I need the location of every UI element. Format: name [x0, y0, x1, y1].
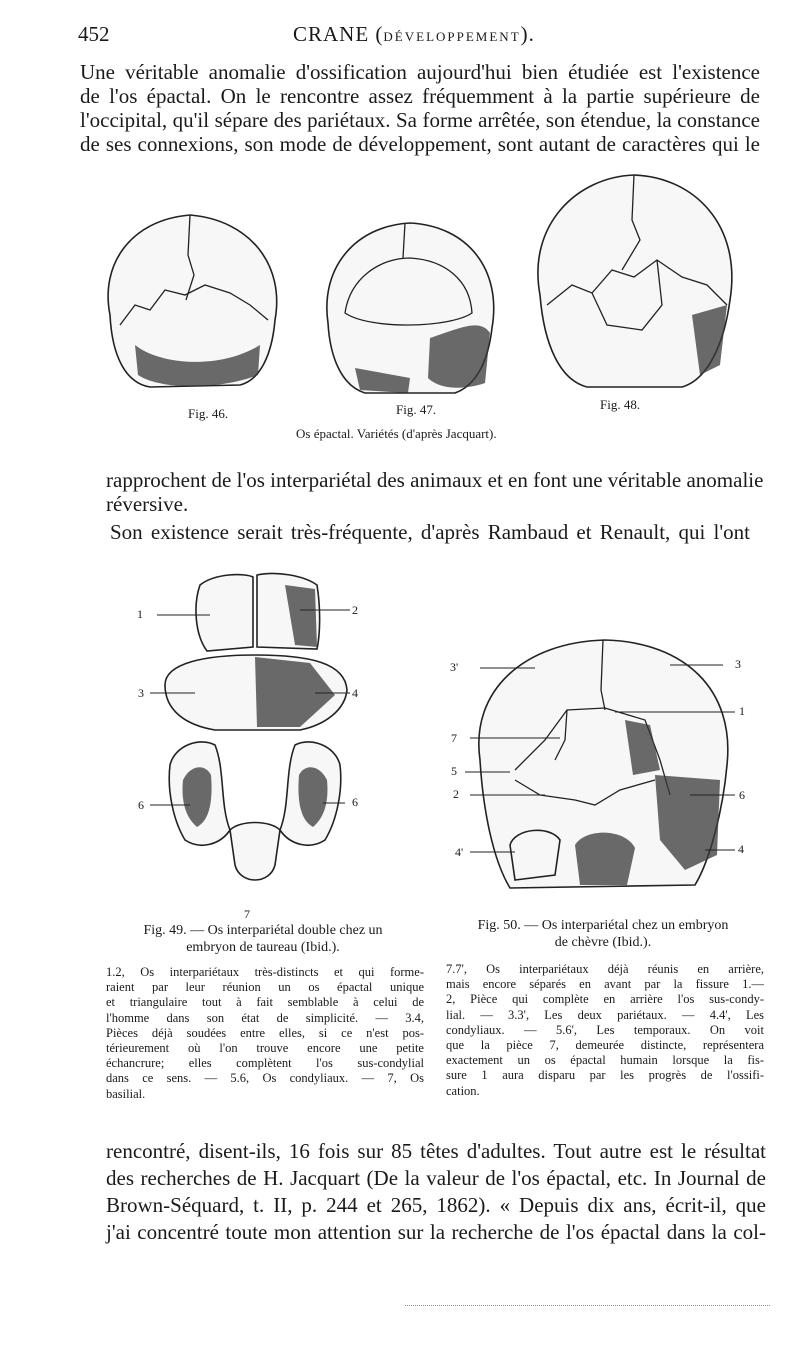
caption-line: Fig. 49. — Os interpariétal double chez un — [143, 923, 383, 938]
figure-50-caption-title — [448, 917, 758, 951]
caption-line: lial. — 3.3', Les deux pariétaux. — 4.4', Les — [446, 1007, 764, 1022]
fig49-label-2: 2 — [352, 603, 358, 617]
figure-49-illustration — [135, 565, 375, 915]
fig49-label-4: 4 — [352, 686, 358, 700]
fig50-label-3-prime: 3' — [450, 660, 459, 674]
figures-46-48-caption: Os épactal. Variétés (d'après Jacquart). — [296, 426, 497, 441]
running-head-title — [293, 22, 535, 47]
caption-line: de chèvre (Ibid.). — [554, 935, 652, 950]
text-line: rencontré, disent-ils, 16 fois sur 85 têtes d'adultes. Tout autre est le résultat — [106, 1139, 766, 1163]
caption-line: l'homme dans son état de simplicité. — 3.4, — [106, 1010, 424, 1025]
text-line: Son existence serait très-fréquente, d'après Rambaud et Renault, qui l'ont — [110, 520, 750, 544]
figure-47-label: Fig. 47. — [396, 402, 437, 417]
figure-46-label: Fig. 46. — [188, 406, 229, 421]
text-line: des recherches de H. Jacquart (De la valeur de l'os épactal, etc. In Journal de — [106, 1166, 766, 1190]
caption-line: exactement un os épactal humain lorsque la fis- — [446, 1053, 764, 1068]
fig50-label-4-prime: 4' — [455, 845, 464, 859]
figure-48-label: Fig. 48. — [600, 397, 641, 412]
running-head-end: ). — [520, 22, 535, 46]
figure-47-illustration — [310, 208, 510, 408]
caption-line: Pièces déjà soudées entre elles, si ce n'est pos- — [106, 1025, 424, 1040]
caption-line: dans ce sens. — 5.6, Os condyliaux. — 7, Os — [106, 1071, 424, 1086]
caption-line: que la pièce 7, demeurée distincte, représentera — [446, 1038, 764, 1053]
figure-50-illustration — [455, 630, 755, 905]
running-header — [78, 22, 758, 50]
figure-48-illustration — [522, 165, 747, 405]
fig50-label-1: 1 — [739, 704, 745, 718]
text-line: Une véritable anomalie d'ossification aujourd'hui bien étudiée est l'existence — [80, 60, 760, 84]
fig49-label-6-right: 6 — [352, 795, 358, 809]
caption-line: raient par leur réunion un os épactal unique — [106, 980, 424, 995]
figure-46-illustration — [90, 195, 290, 405]
caption-line: 1.2, Os interpariétaux très-distincts et qui forme- — [106, 965, 424, 979]
paragraph-4 — [106, 1138, 766, 1246]
figure-49-caption-title — [118, 922, 408, 956]
page-number: 452 — [78, 22, 110, 46]
paragraph-2 — [106, 468, 764, 516]
fig49-label-3: 3 — [138, 686, 144, 700]
caption-line: échancrure; elles complètent l'os sus-condylial — [106, 1056, 424, 1071]
text-line: j'ai concentré toute mon attention sur la recherche de l'os épactal dans la col- — [106, 1220, 766, 1244]
figure-49-caption-body — [106, 965, 424, 1102]
bleed-through-rule — [405, 1305, 770, 1306]
caption-line: cation. — [446, 1083, 480, 1098]
fig50-label-2: 2 — [453, 787, 459, 801]
caption-line: 2, Pièce qui complète en arrière l'os sus-condy- — [446, 992, 764, 1007]
fig50-label-5: 5 — [451, 764, 457, 778]
caption-line: mais encore séparés en avant par la fissure 1.— — [446, 977, 764, 992]
caption-line: 7.7', Os interpariétaux déjà réunis en arrière, — [446, 962, 764, 976]
text-line: de l'os épactal. On le rencontre assez fréquemment à la partie supérieure de — [80, 84, 760, 108]
caption-line: basilial. — [106, 1086, 146, 1101]
caption-line: condyliaux. — 5.6', Les temporaux. On voit — [446, 1022, 764, 1037]
text-line: Brown-Séquard, t. II, p. 244 et 265, 1862). « Depuis dix ans, écrit-il, que — [106, 1193, 766, 1217]
caption-line: embryon de taureau (Ibid.). — [186, 940, 340, 955]
paragraph-3 — [110, 520, 750, 544]
running-head-main: CRANE ( — [293, 22, 384, 46]
fig49-label-1: 1 — [137, 607, 143, 621]
caption-line: et triangulaire tout à fait semblable à celui de — [106, 995, 424, 1010]
text-line: rapprochent de l'os interpariétal des animaux et en font une véritable anomalie — [106, 468, 764, 492]
fig49-label-6-left: 6 — [138, 798, 144, 812]
caption-line: térieurement où l'on trouve encore une petite — [106, 1041, 424, 1056]
paragraph-1 — [80, 60, 760, 156]
fig50-label-3: 3 — [735, 657, 741, 671]
fig50-label-7: 7 — [451, 731, 457, 745]
fig50-label-6: 6 — [739, 788, 745, 802]
caption-line: Fig. 50. — Os interpariétal chez un embryon — [477, 918, 729, 933]
text-line: l'occipital, qu'il sépare des pariétaux. Sa forme arrêtée, son étendue, la constance — [80, 108, 760, 132]
running-head-smallcaps: DÉVELOPPEMENT — [383, 29, 521, 44]
fig50-label-4: 4 — [738, 842, 744, 856]
figure-50-caption-body — [446, 962, 764, 1099]
fig49-label-7: 7 — [244, 907, 250, 921]
text-line: de ses connexions, son mode de développement, sont autant de caractères qui le — [80, 132, 760, 156]
caption-line: sure 1 aura disparu par les progrès de l'ossifi- — [446, 1068, 764, 1083]
text-line: réversive. — [106, 492, 189, 516]
